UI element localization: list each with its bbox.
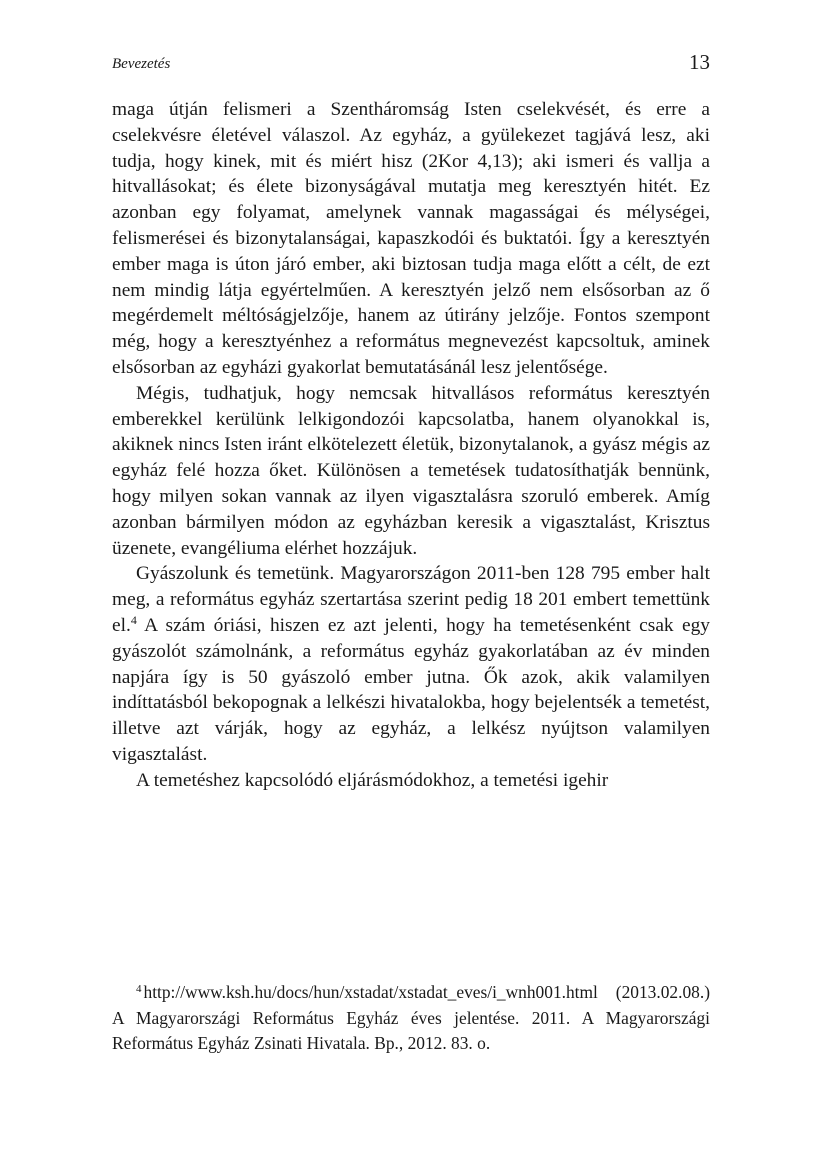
paragraph: Mégis, tudhatjuk, hogy nemcsak hitvallásos református keresztyén emberekkel kerülünk lelkigondozói kapcsolatba, hanem olyanokkal is, akiknek nincs Isten iránt elkötelezett életük, bizonytalanok, a gyász mégis az egyház felé hozza őket. Különösen a temetések tudatosíthatják bennünk, hogy milyen sokan vannak az ilyen vigasztalásra szoruló emberek. Amíg azonban bármilyen módon az egyházban keresik a vigasztalást, Krisztus üzenete, evangéliuma elérhet hozzájuk. xyxy=(112,382,710,559)
footnotes xyxy=(112,980,710,1057)
paragraph-truncated: A temetéshez kapcsolódó eljárásmódokhoz, a temetési igehir xyxy=(136,769,609,791)
footnote-reference[interactable]: 4 xyxy=(130,612,137,627)
paragraph-continuation: maga útján felismeri a Szentháromság Isten cselekvését, és erre a cselekvésre életével válaszol. Az egyház, a gyülekezet tagjává lesz, aki tudja, hogy kinek, mit és miért hisz (2Kor 4,13); aki ismeri és vallja a hitvallásokat; és élete bizonyságával mutatja meg keresztyén hitét. Ez azonban egy folyamat, amelynek vannak magasságai és mélységei, felismerései és bizonytalanságai, kapaszkodói és buktatói. Így a keresztyén ember maga is úton járó ember, aki biztosan tudja maga előtt a célt, de ezt nem mindig látja egyértelműen. A keresztyén jelző nem elsősorban az ő megérdemelt méltóságjelzője, hanem az útirány jelzője. Fontos szempont még, hogy a keresztyénhez a református megnevezést kapcsoltuk, aminek elsősorban az egyházi gyakorlat bemutatásánál lesz jelentősége. xyxy=(112,99,710,378)
running-title: Bevezetés xyxy=(112,56,171,72)
footnote-text: http://www.ksh.hu/docs/hun/xstadat/xstadat_eves/i_wnh001.html (2013.02.08.) A Magyarországi Református Egyház éves jelentése. 2011. A Magyarországi Református Egyház Zsinati Hivatala. Bp., 2012. 83. o. xyxy=(112,982,710,1053)
footnote xyxy=(112,980,710,1057)
body-text xyxy=(112,97,710,794)
page-number: 13 xyxy=(689,50,710,74)
running-head xyxy=(112,48,710,80)
paragraph-with-footnote xyxy=(112,561,710,767)
paragraph-text-before-ref: Gyászolunk és temetünk. Magyarországon 2011-ben 128 795 ember halt meg, a református egyház szertartása szerint pedig 18 201 embert temettünk el. xyxy=(112,563,710,636)
footnote-mark: 4 xyxy=(136,983,142,995)
paragraph-text-after-ref: A szám óriási, hiszen ez azt jelenti, hogy ha temetésenként csak egy gyászolót számolnánk, a református egyház gyakorlatában az év minden napjára így is 50 gyászoló ember jutna. Ők azok, akik valamilyen indíttatásból bekopognak a lelkészi hivatalokba, hogy bejelentsék a temetést, illetve azt várják, hogy az egyház, a lelkész nyújtson valamilyen vigasztalást. xyxy=(112,614,710,765)
book-page xyxy=(112,48,710,1053)
